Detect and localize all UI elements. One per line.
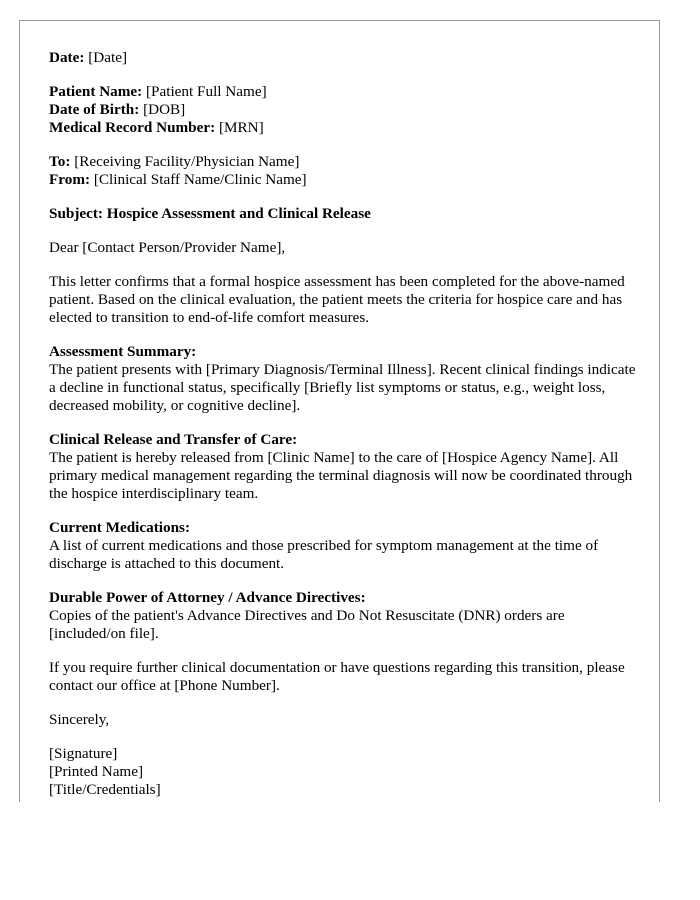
section-heading: Clinical Release and Transfer of Care: bbox=[49, 431, 298, 448]
signature-placeholder: [Signature] bbox=[49, 745, 118, 762]
patient-name-line bbox=[49, 83, 639, 101]
routing-info bbox=[49, 153, 639, 189]
date-label: Date: bbox=[49, 49, 85, 66]
letter-page bbox=[19, 20, 660, 802]
dob-value: [DOB] bbox=[143, 101, 186, 118]
subject-line bbox=[49, 205, 639, 223]
mrn-line bbox=[49, 119, 639, 137]
section-text: The patient presents with [Primary Diagnosis/Terminal Illness]. Recent clinical findings indicate a decline in functional status, specifically [Briefly list symptoms or status, e.g., weight loss, decreased mobility, or cognitive decline]. bbox=[49, 361, 636, 414]
to-value: [Receiving Facility/Physician Name] bbox=[74, 153, 300, 170]
section-heading: Durable Power of Attorney / Advance Directives: bbox=[49, 589, 366, 606]
mrn-value: [MRN] bbox=[218, 119, 264, 136]
section-heading: Current Medications: bbox=[49, 519, 191, 536]
from-value: [Clinical Staff Name/Clinic Name] bbox=[93, 171, 307, 188]
closing-paragraph: If you require further clinical documentation or have questions regarding this transition, please contact our office at [Phone Number]. bbox=[49, 659, 625, 694]
dob-line bbox=[49, 101, 639, 119]
mrn-label: Medical Record Number: bbox=[49, 119, 216, 136]
to-line bbox=[49, 153, 639, 171]
signature-block bbox=[49, 745, 639, 799]
date-value: [Date] bbox=[88, 49, 128, 66]
section-advance-directives bbox=[49, 589, 639, 643]
subject-text: Subject: Hospice Assessment and Clinical Release bbox=[49, 205, 371, 222]
patient-name-value: [Patient Full Name] bbox=[146, 83, 267, 100]
section-current-medications bbox=[49, 519, 639, 573]
to-label: To: bbox=[49, 153, 71, 170]
dob-label: Date of Birth: bbox=[49, 101, 140, 118]
from-line bbox=[49, 171, 639, 189]
section-text: Copies of the patient's Advance Directives and Do Not Resuscitate (DNR) orders are [included/on file]. bbox=[49, 607, 565, 642]
patient-info bbox=[49, 83, 639, 137]
section-assessment-summary bbox=[49, 343, 639, 415]
date-line bbox=[49, 49, 639, 67]
intro-paragraph: This letter confirms that a formal hospice assessment has been completed for the above-named patient. Based on the clinical evaluation, the patient meets the criteria for hospice care and has elected to transition to end-of-life comfort measures. bbox=[49, 273, 625, 326]
salutation: Dear [Contact Person/Provider Name], bbox=[49, 239, 286, 256]
section-clinical-release bbox=[49, 431, 639, 503]
closing-word: Sincerely, bbox=[49, 711, 110, 728]
printed-name-placeholder: [Printed Name] bbox=[49, 763, 144, 780]
section-heading: Assessment Summary: bbox=[49, 343, 197, 360]
from-label: From: bbox=[49, 171, 91, 188]
section-text: The patient is hereby released from [Clinic Name] to the care of [Hospice Agency Name]. All primary medical management regarding the terminal diagnosis will now be coordinated through the hospice interdisciplinary team. bbox=[49, 449, 633, 502]
section-text: A list of current medications and those prescribed for symptom management at the time of discharge is attached to this document. bbox=[49, 537, 599, 572]
title-credentials-placeholder: [Title/Credentials] bbox=[49, 781, 161, 798]
patient-name-label: Patient Name: bbox=[49, 83, 143, 100]
